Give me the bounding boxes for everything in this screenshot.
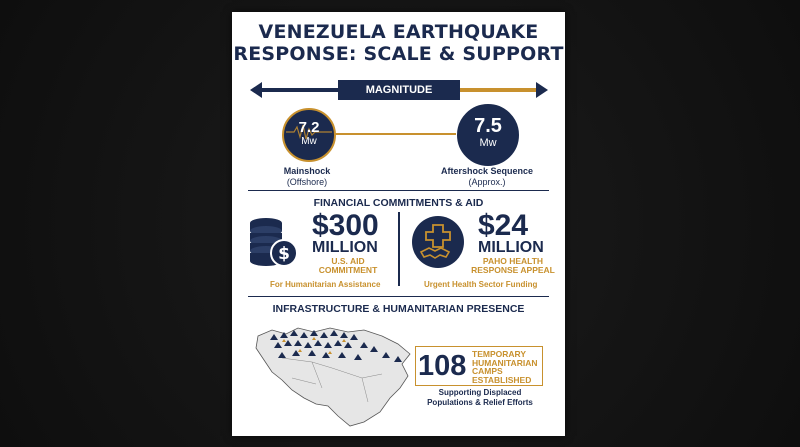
- us-aid-label: U.S. AID COMMITMENT: [318, 256, 378, 275]
- venezuela-map-icon: [252, 318, 418, 430]
- aftershock-caption: [437, 166, 537, 188]
- financial-divider: [398, 212, 400, 286]
- paho-amount: $24: [478, 209, 529, 242]
- camps-count: 108: [418, 350, 467, 382]
- camps-label: TEMPORARY HUMANITARIAN CAMPS ESTABLISHED: [472, 349, 538, 385]
- health-handshake-icon: [412, 216, 464, 268]
- magnitude-arrow-shaft-left: [260, 88, 338, 92]
- infrastructure-heading: INFRASTRUCTURE & HUMANITARIAN PRESENCE: [272, 303, 525, 315]
- us-aid-scale: MILLION: [312, 239, 378, 256]
- aftershock-caption-text: Aftershock Sequence: [440, 166, 534, 176]
- magnitude-label: MAGNITUDE: [338, 80, 460, 100]
- section-divider: [248, 296, 549, 297]
- page-title-line1: VENEZUELA EARTHQUAKE: [258, 21, 539, 43]
- mainshock-note: (Offshore): [286, 177, 328, 187]
- aftershock-note: (Approx.): [468, 177, 506, 187]
- mainshock-caption-text: Mainshock: [283, 166, 331, 176]
- camps-sub: Supporting Displaced Populations & Relief Efforts: [427, 388, 533, 407]
- aftershock-value: 7.5: [474, 115, 502, 137]
- aftershock-badge: [457, 104, 519, 166]
- paho-scale: MILLION: [478, 239, 544, 256]
- aftershock-unit: Mw: [479, 137, 497, 149]
- mainshock-badge: [282, 108, 336, 162]
- camps-stat-box: [415, 346, 543, 386]
- us-aid-amount: $300: [312, 209, 379, 242]
- mainshock-caption: [262, 166, 352, 188]
- section-divider: [248, 190, 549, 191]
- magnitude-arrow-shaft-right: [460, 88, 538, 92]
- arrow-left-icon: [250, 82, 262, 98]
- financial-heading: FINANCIAL COMMITMENTS & AID: [313, 197, 484, 209]
- paho-label: PAHO HEALTH RESPONSE APPEAL: [471, 256, 555, 275]
- svg-text:$: $: [278, 244, 290, 264]
- money-stack-icon: [248, 215, 298, 271]
- arrow-right-icon: [536, 82, 548, 98]
- magnitude-connector: [334, 133, 456, 135]
- mainshock-unit: Mw: [301, 136, 317, 147]
- infographic-poster: [232, 12, 565, 436]
- mainshock-value: 7.2: [298, 119, 320, 136]
- paho-sub: Urgent Health Sector Funding: [424, 280, 538, 289]
- us-aid-sub: For Humanitarian Assistance: [270, 280, 381, 289]
- magnitude-bar: [250, 78, 548, 102]
- page-title-line2: RESPONSE: SCALE & SUPPORT: [233, 43, 564, 65]
